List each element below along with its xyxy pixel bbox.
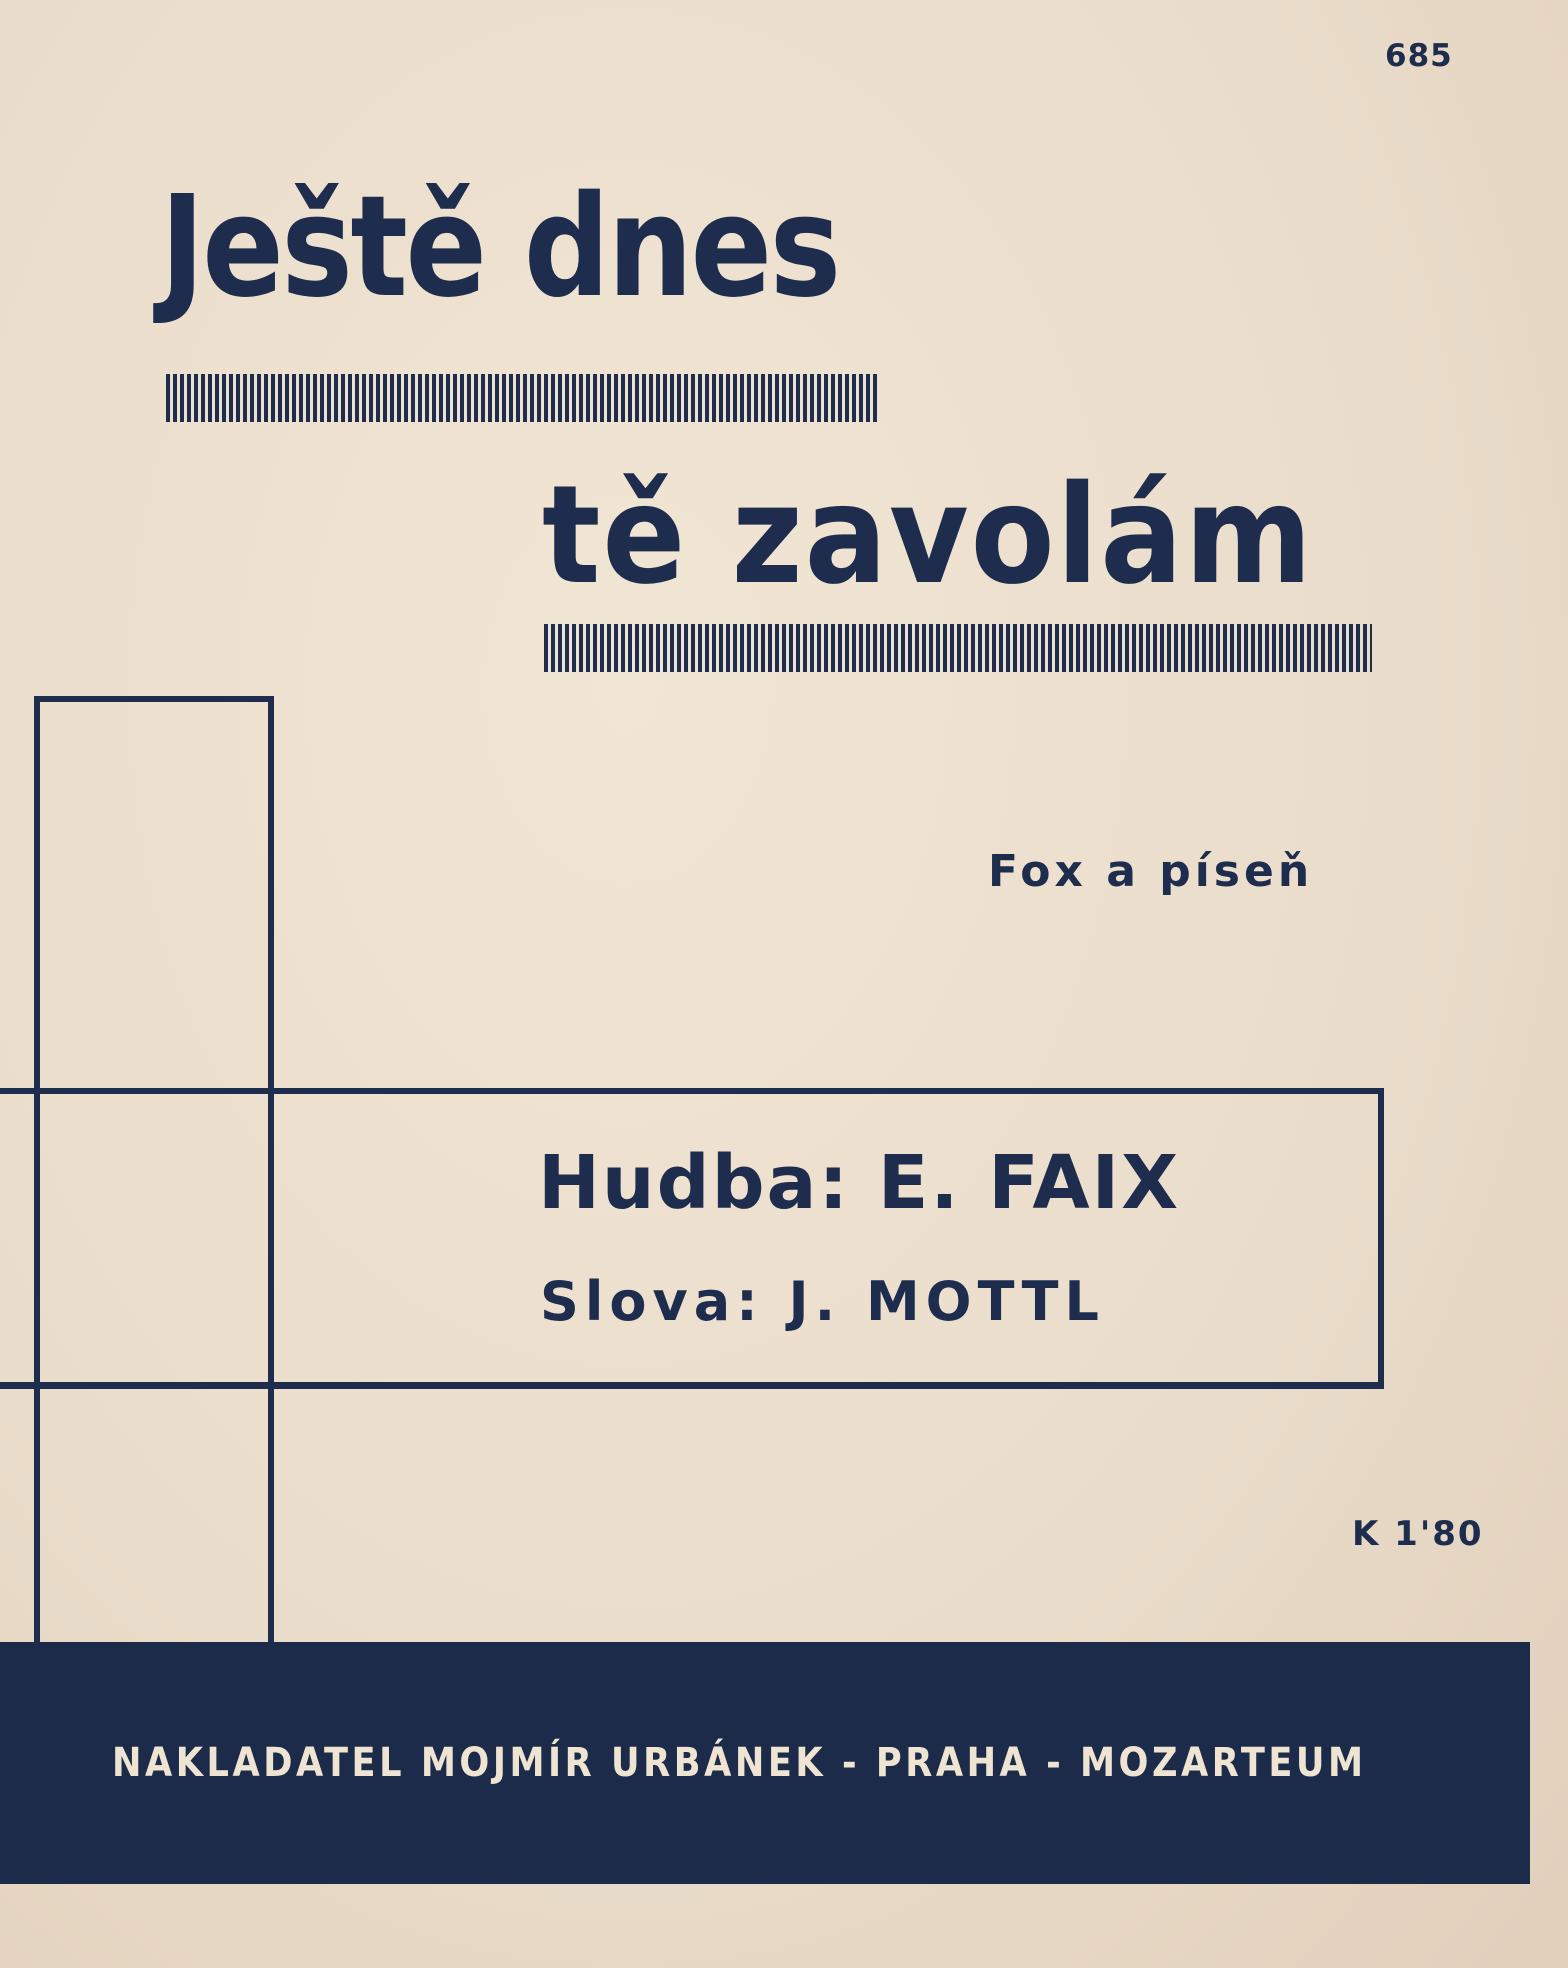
catalog-number: 685 bbox=[1385, 38, 1453, 74]
composer-credit: Hudba: E. FAIX bbox=[538, 1140, 1181, 1226]
title-line-1: Ještě dnes bbox=[160, 166, 839, 329]
frame-vertical-right bbox=[268, 696, 274, 1642]
title-underline-2 bbox=[544, 624, 1372, 672]
title-underline-1 bbox=[166, 374, 878, 422]
frame-horizontal-upper bbox=[0, 1088, 1384, 1094]
price-label: K 1'80 bbox=[1352, 1514, 1484, 1554]
frame-vertical-left bbox=[34, 696, 40, 1642]
frame-horizontal-lower bbox=[0, 1382, 1384, 1389]
frame-credit-box-right bbox=[1378, 1088, 1384, 1389]
frame-top-left bbox=[34, 696, 274, 702]
title-line-2: tě zavolám bbox=[542, 457, 1314, 615]
publisher-name: NAKLADATEL MOJMÍR URBÁNEK - PRAHA - MOZARTEUM bbox=[112, 1740, 1367, 1786]
genre-label: Fox a píseň bbox=[988, 846, 1314, 897]
lyricist-credit: Slova: J. MOTTL bbox=[540, 1270, 1105, 1333]
